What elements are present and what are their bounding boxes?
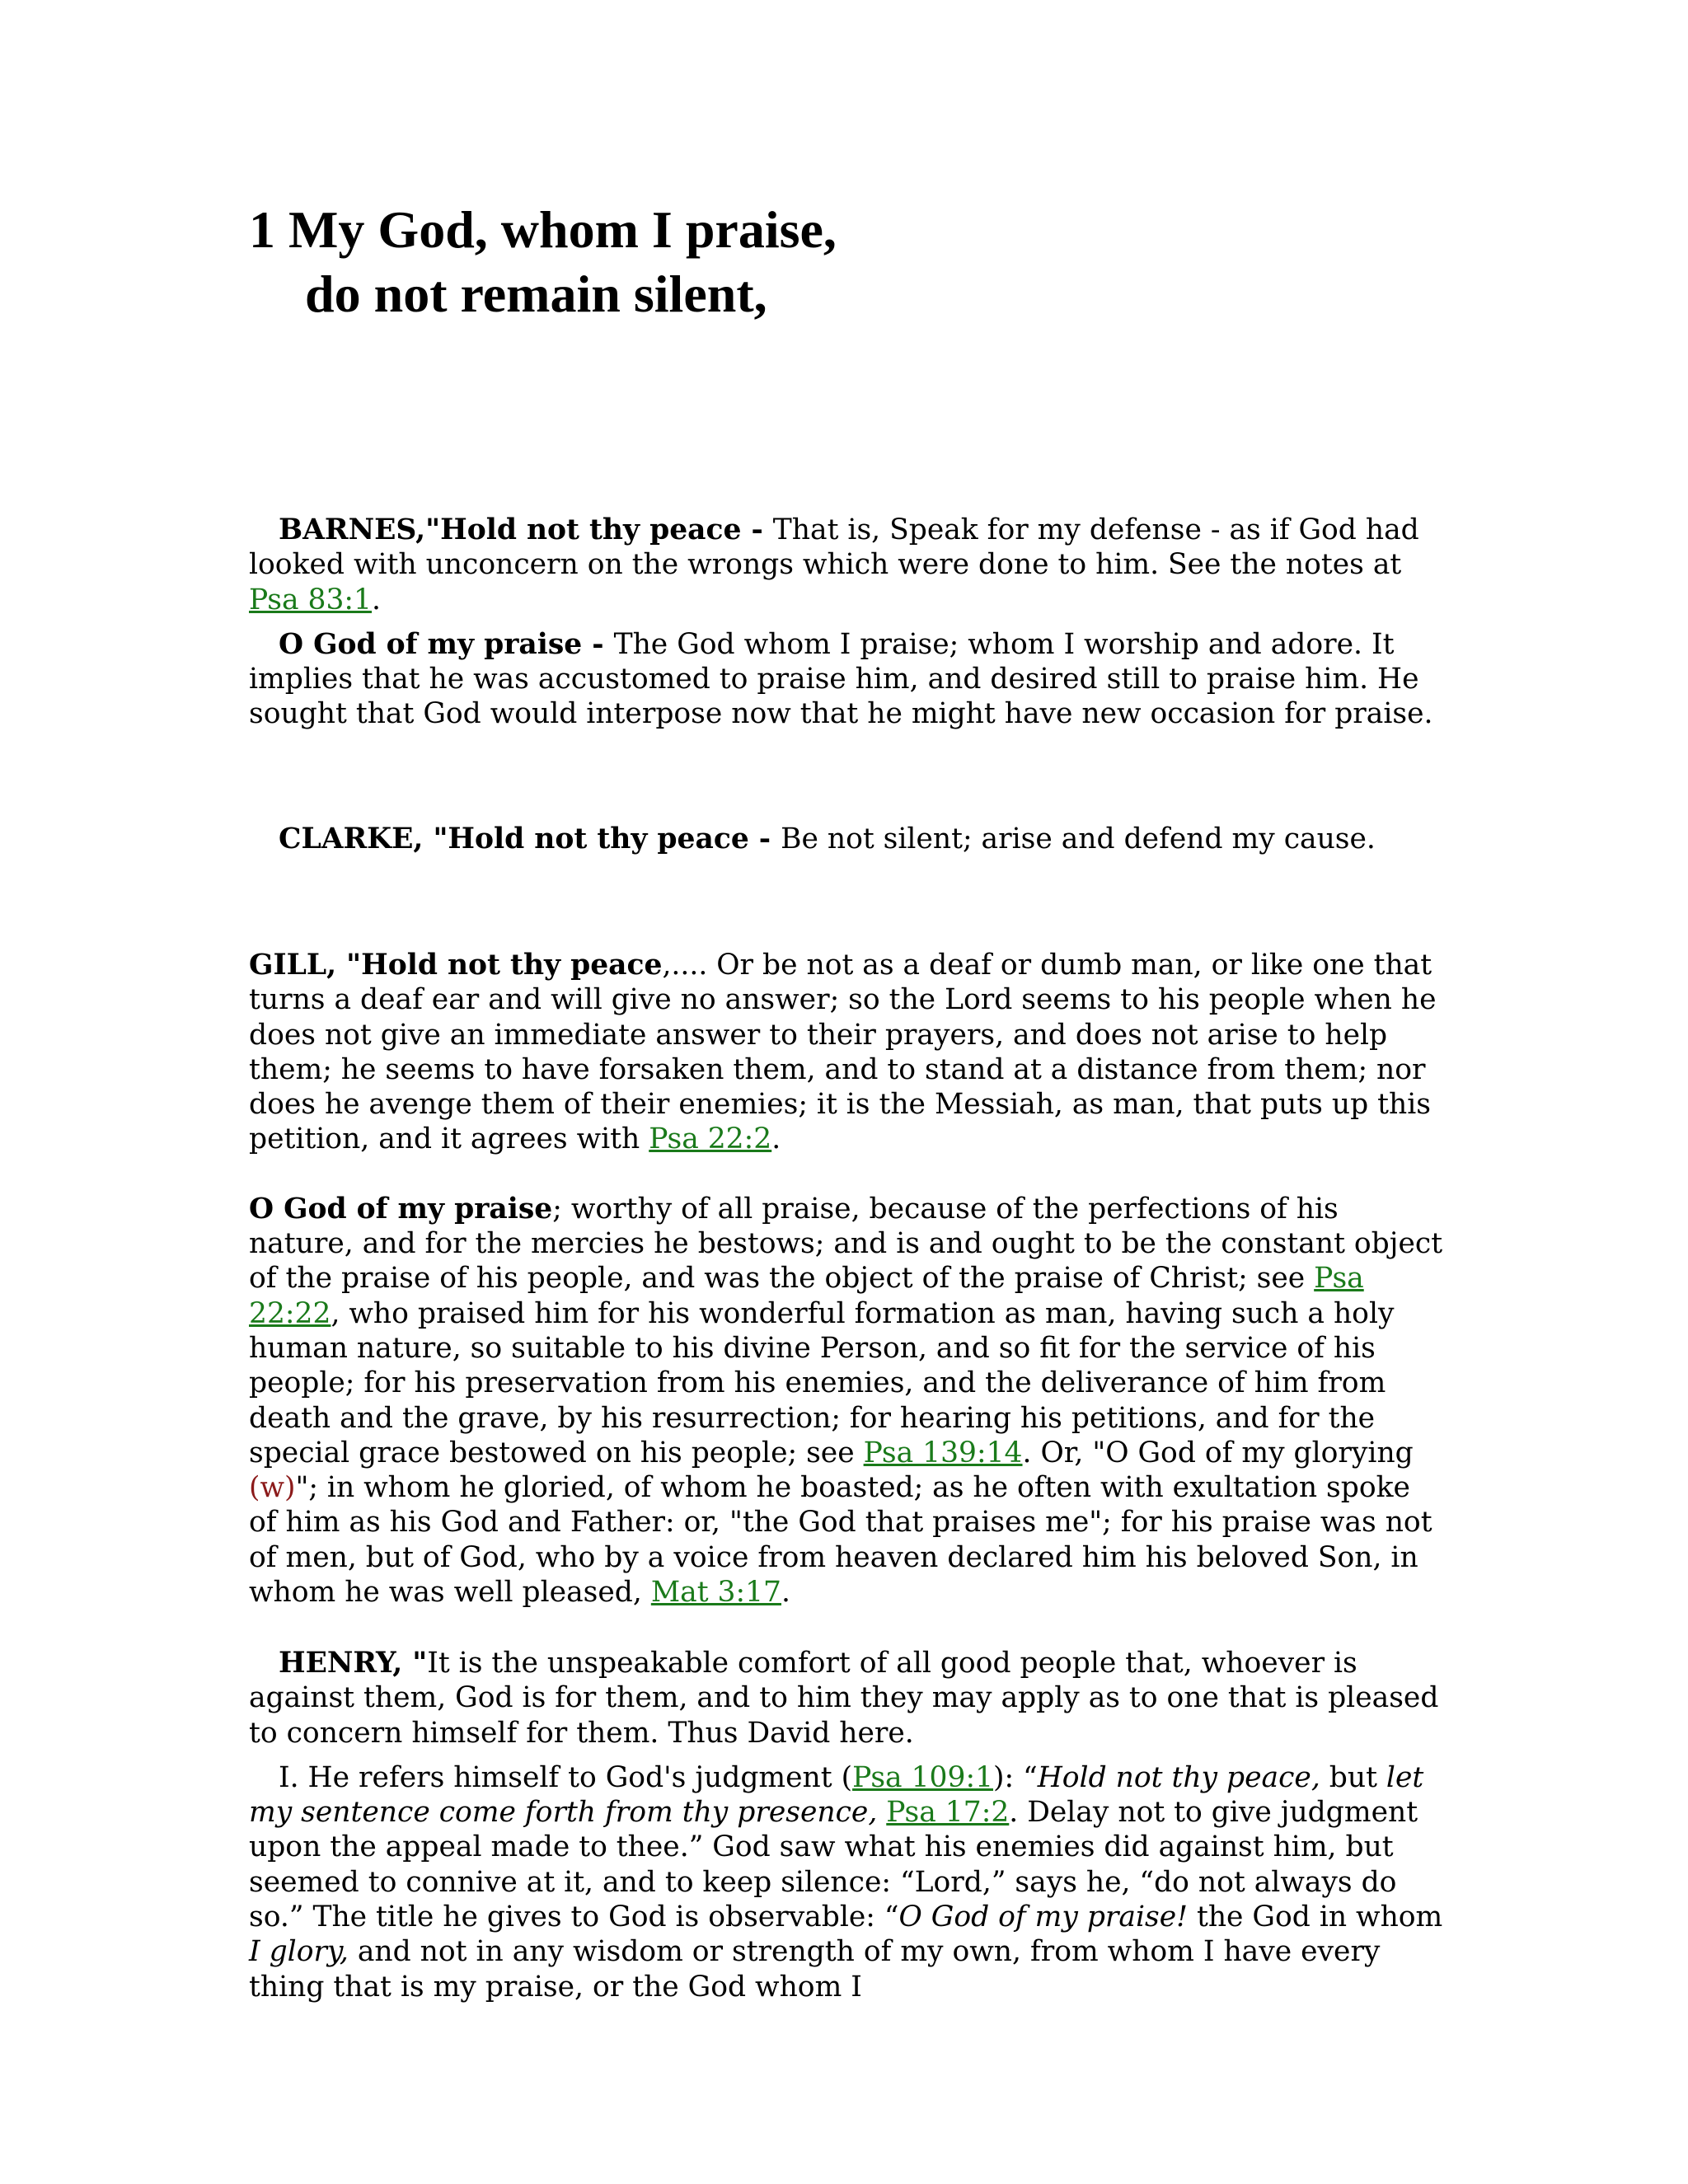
gill-label: GILL, "Hold not thy peace [249,949,663,982]
gill-paragraph-2: O God of my praise; worthy of all praise, because of the perfections of his nature, and for the mercies he bestows; and is and ought to be the constant object of the praise of his people, and was the object of the praise of Christ; see Psa 22:22, who praised him for his wonderful formation as man, having such a holy human nature, so suitable to his divine Person, and so fit for the service of his people; for his preservation from his enemies, and the deliverance of him from death and the grave, by his resurrection; for hearing his petitions, and for the special grace bestowed on his people; see Psa 139:14. Or, "O God of my glorying (w)"; in whom he gloried, of whom he boasted; as he often with exultation spoke of him as his God and Father: or, "the God that praises me"; for his praise was not of men, but of God, who by a voice from heaven declared him his beloved Son, in whom he was well pleased, Mat 3:17. [249,1192,1443,1610]
link-psa-109-1[interactable]: Psa 109:1 [852,1760,994,1794]
barnes-commentary [249,513,1444,732]
gill-subheading: O God of my praise [249,1192,553,1226]
link-psa-22-2[interactable]: Psa 22:2 [649,1122,772,1156]
barnes-paragraph-2: O God of my praise - The God whom I praise; whom I worship and adore. It implies that he was accustomed to praise him, and desired still to praise him. He sought that God would interpose now that he might have new occasion for praise. [249,627,1433,731]
barnes-label: BARNES,"Hold not thy peace - [279,513,773,546]
henry-paragraph-2: I. He refers himself to God's judgment (Psa 109:1): “Hold not thy peace, but let my sentence come forth from thy presence, Psa 17:2. Delay not to give judgment upon the appeal made to thee.” God saw what his enemies did against him, but seemed to connive at it, and to keep silence: “Lord,” says he, “do not always do so.” The title he gives to God is observable: “O God of my praise! the God in whom I glory, and not in any wisdom or strength of my own, from whom I have every thing that is my praise, or the God whom I [249,1760,1443,2004]
page-heading [249,198,837,326]
clarke-commentary [249,822,1444,856]
link-psa-17-2[interactable]: Psa 17:2 [886,1796,1010,1830]
henry-commentary [249,1646,1444,2004]
heading-line-2: do not remain silent, [305,265,767,323]
barnes-subheading: O God of my praise - [279,627,614,661]
gill-commentary [249,948,1444,1610]
link-psa-139-14[interactable]: Psa 139:14 [863,1436,1023,1469]
heading-line-1: 1 My God, whom I praise, [249,200,837,259]
link-psa-83-1[interactable]: Psa 83:1 [249,583,373,616]
henry-label: HENRY, " [279,1647,428,1680]
link-mat-3-17[interactable]: Mat 3:17 [650,1576,782,1610]
clarke-paragraph: CLARKE, "Hold not thy peace - Be not silent; arise and defend my cause. [279,823,1376,855]
barnes-paragraph-1: BARNES,"Hold not thy peace - That is, Speak for my defense - as if God had looked with unconcern on the wrongs which were done to him. See the notes at Psa 83:1. [249,513,1419,616]
henry-paragraph-1: HENRY, "It is the unspeakable comfort of all good people that, whoever is against them, God is for them, and to him they may apply as to one that is pleased to concern himself for them. Thus David here. [249,1647,1439,1750]
link-psa-22-22[interactable]: Psa 22:22 [249,1262,1364,1330]
footnote-marker-w[interactable]: (w) [249,1471,296,1505]
clarke-label: CLARKE, "Hold not thy peace - [279,823,781,855]
gill-paragraph-1: GILL, "Hold not thy peace,.... Or be not as a deaf or dumb man, or like one that turns a deaf ear and will give no answer; so the Lord seems to his people when he does not give an immediate answer to their prayers, and does not arise to help them; he seems to have forsaken them, and to stand at a distance from them; nor does he avenge them of their enemies; it is the Messiah, as man, that puts up this petition, and it agrees with Psa 22:2. [249,949,1437,1156]
